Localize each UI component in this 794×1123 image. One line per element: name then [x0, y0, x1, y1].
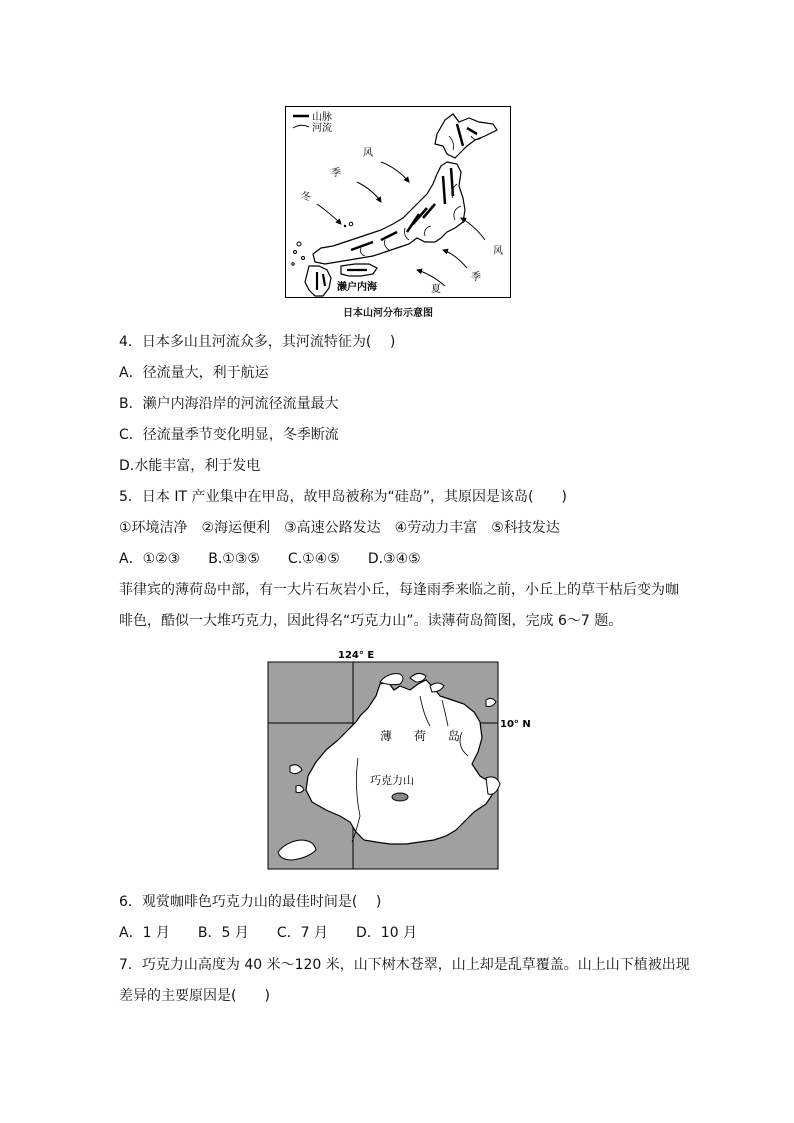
chocolate-hills-label: 巧克力山	[370, 774, 414, 787]
q5-answers: A．①②③ B.①③⑤ C.①④⑤ D.③④⑤	[119, 551, 421, 567]
q4-option-b: B．濑户内海沿岸的河流径流量最大	[119, 396, 339, 412]
winter-monsoon-label: 季	[331, 168, 341, 179]
island-name-char: 荷	[414, 729, 427, 743]
q5-stem: 5．日本 IT 产业集中在甲岛，故甲岛被称为“硅岛”，其原因是该岛( )	[119, 489, 567, 505]
japan-map-caption: 日本山河分布示意图	[343, 308, 433, 319]
bohol-map	[260, 646, 532, 872]
q4-stem: 4．日本多山且河流众多，其河流特征为( )	[119, 334, 396, 350]
summer-monsoon-label: 风	[493, 246, 503, 257]
winter-monsoon-label: 风	[363, 148, 373, 159]
q4-option-a: A．径流量大，利于航运	[119, 365, 269, 381]
passage-line-2: 啡色，酷似一大堆巧克力，因此得名“巧克力山”。读薄荷岛简图，完成 6～7 题。	[119, 613, 623, 629]
latitude-label: 10° N	[500, 719, 531, 730]
setonaikai-label: 濑户内海	[337, 282, 377, 293]
winter-monsoon-label: 冬	[301, 192, 311, 203]
summer-monsoon-label: 季	[471, 272, 481, 283]
q7-stem-line-1: 7．巧克力山高度为 40 米～120 米，山下树木苍翠，山上却是乱草覆盖。山上山下植被出现	[119, 957, 690, 973]
longitude-label: 124° E	[338, 650, 375, 661]
island-name-char: 薄	[380, 729, 393, 743]
passage-line-1: 菲律宾的薄荷岛中部，有一大片石灰岩小丘，每逢雨季来临之前，小丘上的草干枯后变为咖	[119, 582, 679, 598]
q7-stem-line-2: 差异的主要原因是( )	[119, 988, 270, 1004]
q6-options: A．1 月 B．5 月 C．7 月 D．10 月	[119, 925, 418, 941]
q4-option-d: D.水能丰富，利于发电	[119, 458, 261, 474]
legend-river: 河流	[312, 123, 332, 134]
legend-mountain: 山脉	[312, 112, 332, 123]
q5-choices: ①环境洁净 ②海运便利 ③高速公路发达 ④劳动力丰富 ⑤科技发达	[119, 520, 560, 536]
island-name-char: 岛	[448, 729, 461, 743]
chocolate-hills-marker	[392, 793, 408, 801]
q6-stem: 6．观赏咖啡色巧克力山的最佳时间是( )	[119, 894, 382, 910]
japan-map	[285, 106, 511, 298]
q4-option-c: C．径流量季节变化明显，冬季断流	[119, 427, 339, 443]
summer-monsoon-label: 夏	[431, 284, 441, 295]
